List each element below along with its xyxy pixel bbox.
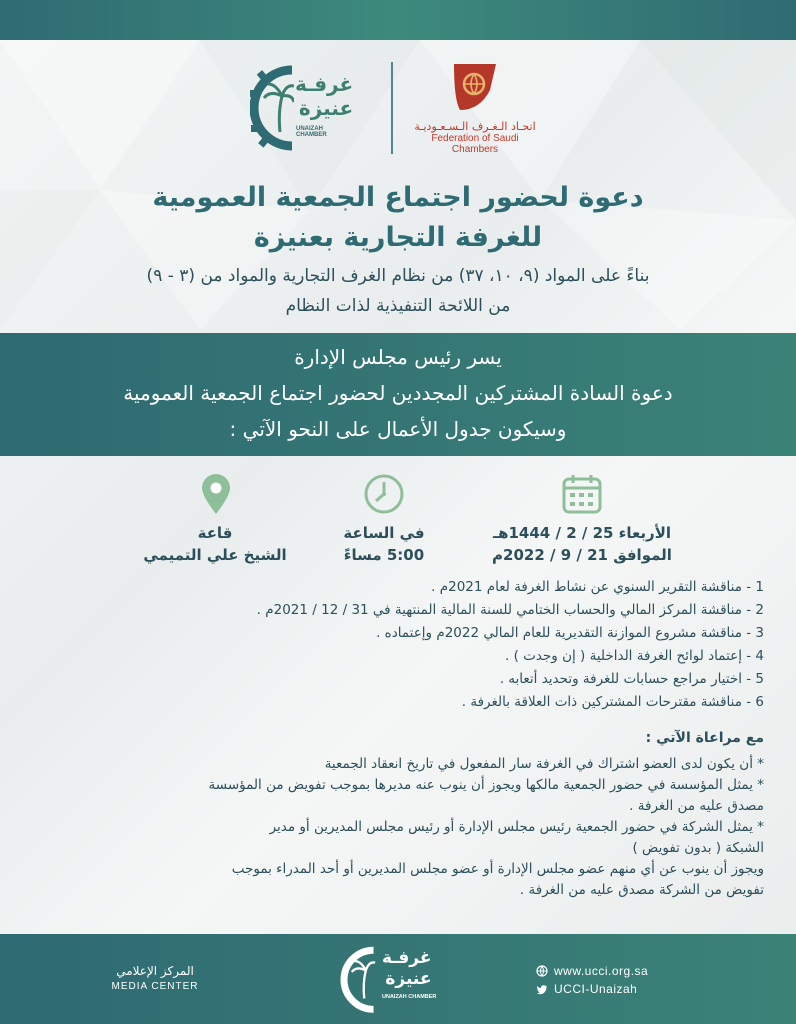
- note-line: مصدق عليه من الغرفة .: [629, 798, 764, 814]
- gear-palm-icon: [338, 944, 378, 1014]
- meeting-place: قاعة الشيخ علي التميمي: [143, 524, 287, 564]
- note-line: * يمثل المؤسسة في حضور الجمعية مالكها ويجوز أن ينوب عنه مديرها بموجب تفويض من المؤسسة: [208, 777, 764, 793]
- band-line2: دعوة السادة المشتركين المجددين لحضور اجتماع الجمعية العمومية: [123, 381, 673, 405]
- note-line: تفويض من الشركة مصدق عليه من الغرفة .: [519, 882, 764, 898]
- invitation-title-line1: دعوة لحضور اجتماع الجمعية العمومية: [152, 182, 644, 213]
- footer: [0, 934, 796, 1024]
- calendar-icon: [560, 472, 604, 516]
- federation-emblem-icon: [450, 60, 500, 114]
- footer-chamber-name-en: UNAIZAH CHAMBER: [382, 994, 437, 1000]
- agenda-item: 6 - مناقشة مقترحات المشتركين ذات العلاقة بالغرفة .: [461, 694, 764, 710]
- footer-chamber-logo: [338, 944, 458, 1016]
- chamber-name-ar: غرفـة عنيزة: [295, 72, 354, 120]
- legal-basis-line2: من اللائحة التنفيذية لذات النظام: [285, 296, 511, 316]
- footer-chamber-name-ar: غرفـة عنيزة: [382, 948, 432, 989]
- federation-name-en: Federation of Saudi Chambers: [431, 133, 519, 155]
- note-line: * يمثل الشركة في حضور الجمعية رئيس مجلس الإدارة أو رئيس مجلس المديرين أو مدير: [269, 819, 764, 835]
- chamber-name-en: UNAIZAH CHAMBER: [296, 126, 327, 138]
- invitation-band: [0, 333, 796, 456]
- unaizah-chamber-logo: [250, 58, 354, 158]
- legal-basis-line1: بناءً على المواد (٩، ١٠، ٣٧) من نظام الغرف التجارية والمواد من (٣ - ٩): [146, 266, 650, 286]
- agenda-list: [44, 576, 764, 714]
- band-line3: وسيكون جدول الأعمال على النحو الآتي :: [229, 417, 567, 441]
- gear-palm-icon: [250, 62, 294, 152]
- meeting-date: الأربعاء 25 / 2 / 1444هـ الموافق 21 / 9 / 2022م: [492, 524, 672, 564]
- agenda-item: 4 - إعتماد لوائح الغرفة الداخلية ( إن وجدت ) .: [505, 648, 764, 664]
- agenda-item: 3 - مناقشة مشروع الموازنة التقديرية للعام المالي 2022م وإعتماده .: [376, 625, 764, 641]
- invitation-title-line2: للغرفة التجارية بعنيزة: [253, 222, 543, 253]
- footer-links: [536, 962, 648, 998]
- twitter-icon: [536, 983, 548, 995]
- notes-title: مع مراعاة الآتي :: [645, 730, 764, 746]
- federation-name-ar: اتحـاد الـغـرف الـسـعـوديـة: [414, 120, 536, 133]
- federation-logo: [410, 60, 540, 160]
- globe-icon: [536, 965, 548, 977]
- location-pin-icon: [194, 472, 238, 516]
- notes-list: [24, 754, 764, 901]
- note-line: الشبكة ( بدون تفويض ): [632, 840, 764, 856]
- meeting-time: في الساعة 5:00 مساءً: [343, 524, 425, 564]
- agenda-item: 2 - مناقشة المركز المالي والحساب الختامي للسنة المالية المنتهية في 31 / 12 / 2021م .: [256, 602, 764, 618]
- top-bar: [0, 0, 796, 40]
- note-line: * أن يكون لدى العضو اشتراك في الغرفة سار المفعول في تاريخ انعقاد الجمعية: [324, 756, 764, 772]
- website-link[interactable]: www.ucci.org.sa: [536, 962, 648, 980]
- media-center-label: المركز الإعلامي MEDIA CENTER: [111, 964, 199, 992]
- logo-divider: [391, 62, 393, 154]
- note-line: ويجوز أن ينوب عن أي منهم عضو مجلس الإدارة أو عضو مجلس المديرين أو أحد المدراء بموجب: [231, 861, 764, 877]
- band-line1: يسر رئيس مجلس الإدارة: [294, 345, 502, 369]
- agenda-item: 5 - اختيار مراجع حسابات للغرفة وتحديد أتعابه .: [499, 671, 764, 687]
- clock-icon: [362, 472, 406, 516]
- agenda-item: 1 - مناقشة التقرير السنوي عن نشاط الغرفة لعام 2021م .: [431, 579, 764, 595]
- twitter-link[interactable]: UCCI-Unaizah: [536, 980, 648, 998]
